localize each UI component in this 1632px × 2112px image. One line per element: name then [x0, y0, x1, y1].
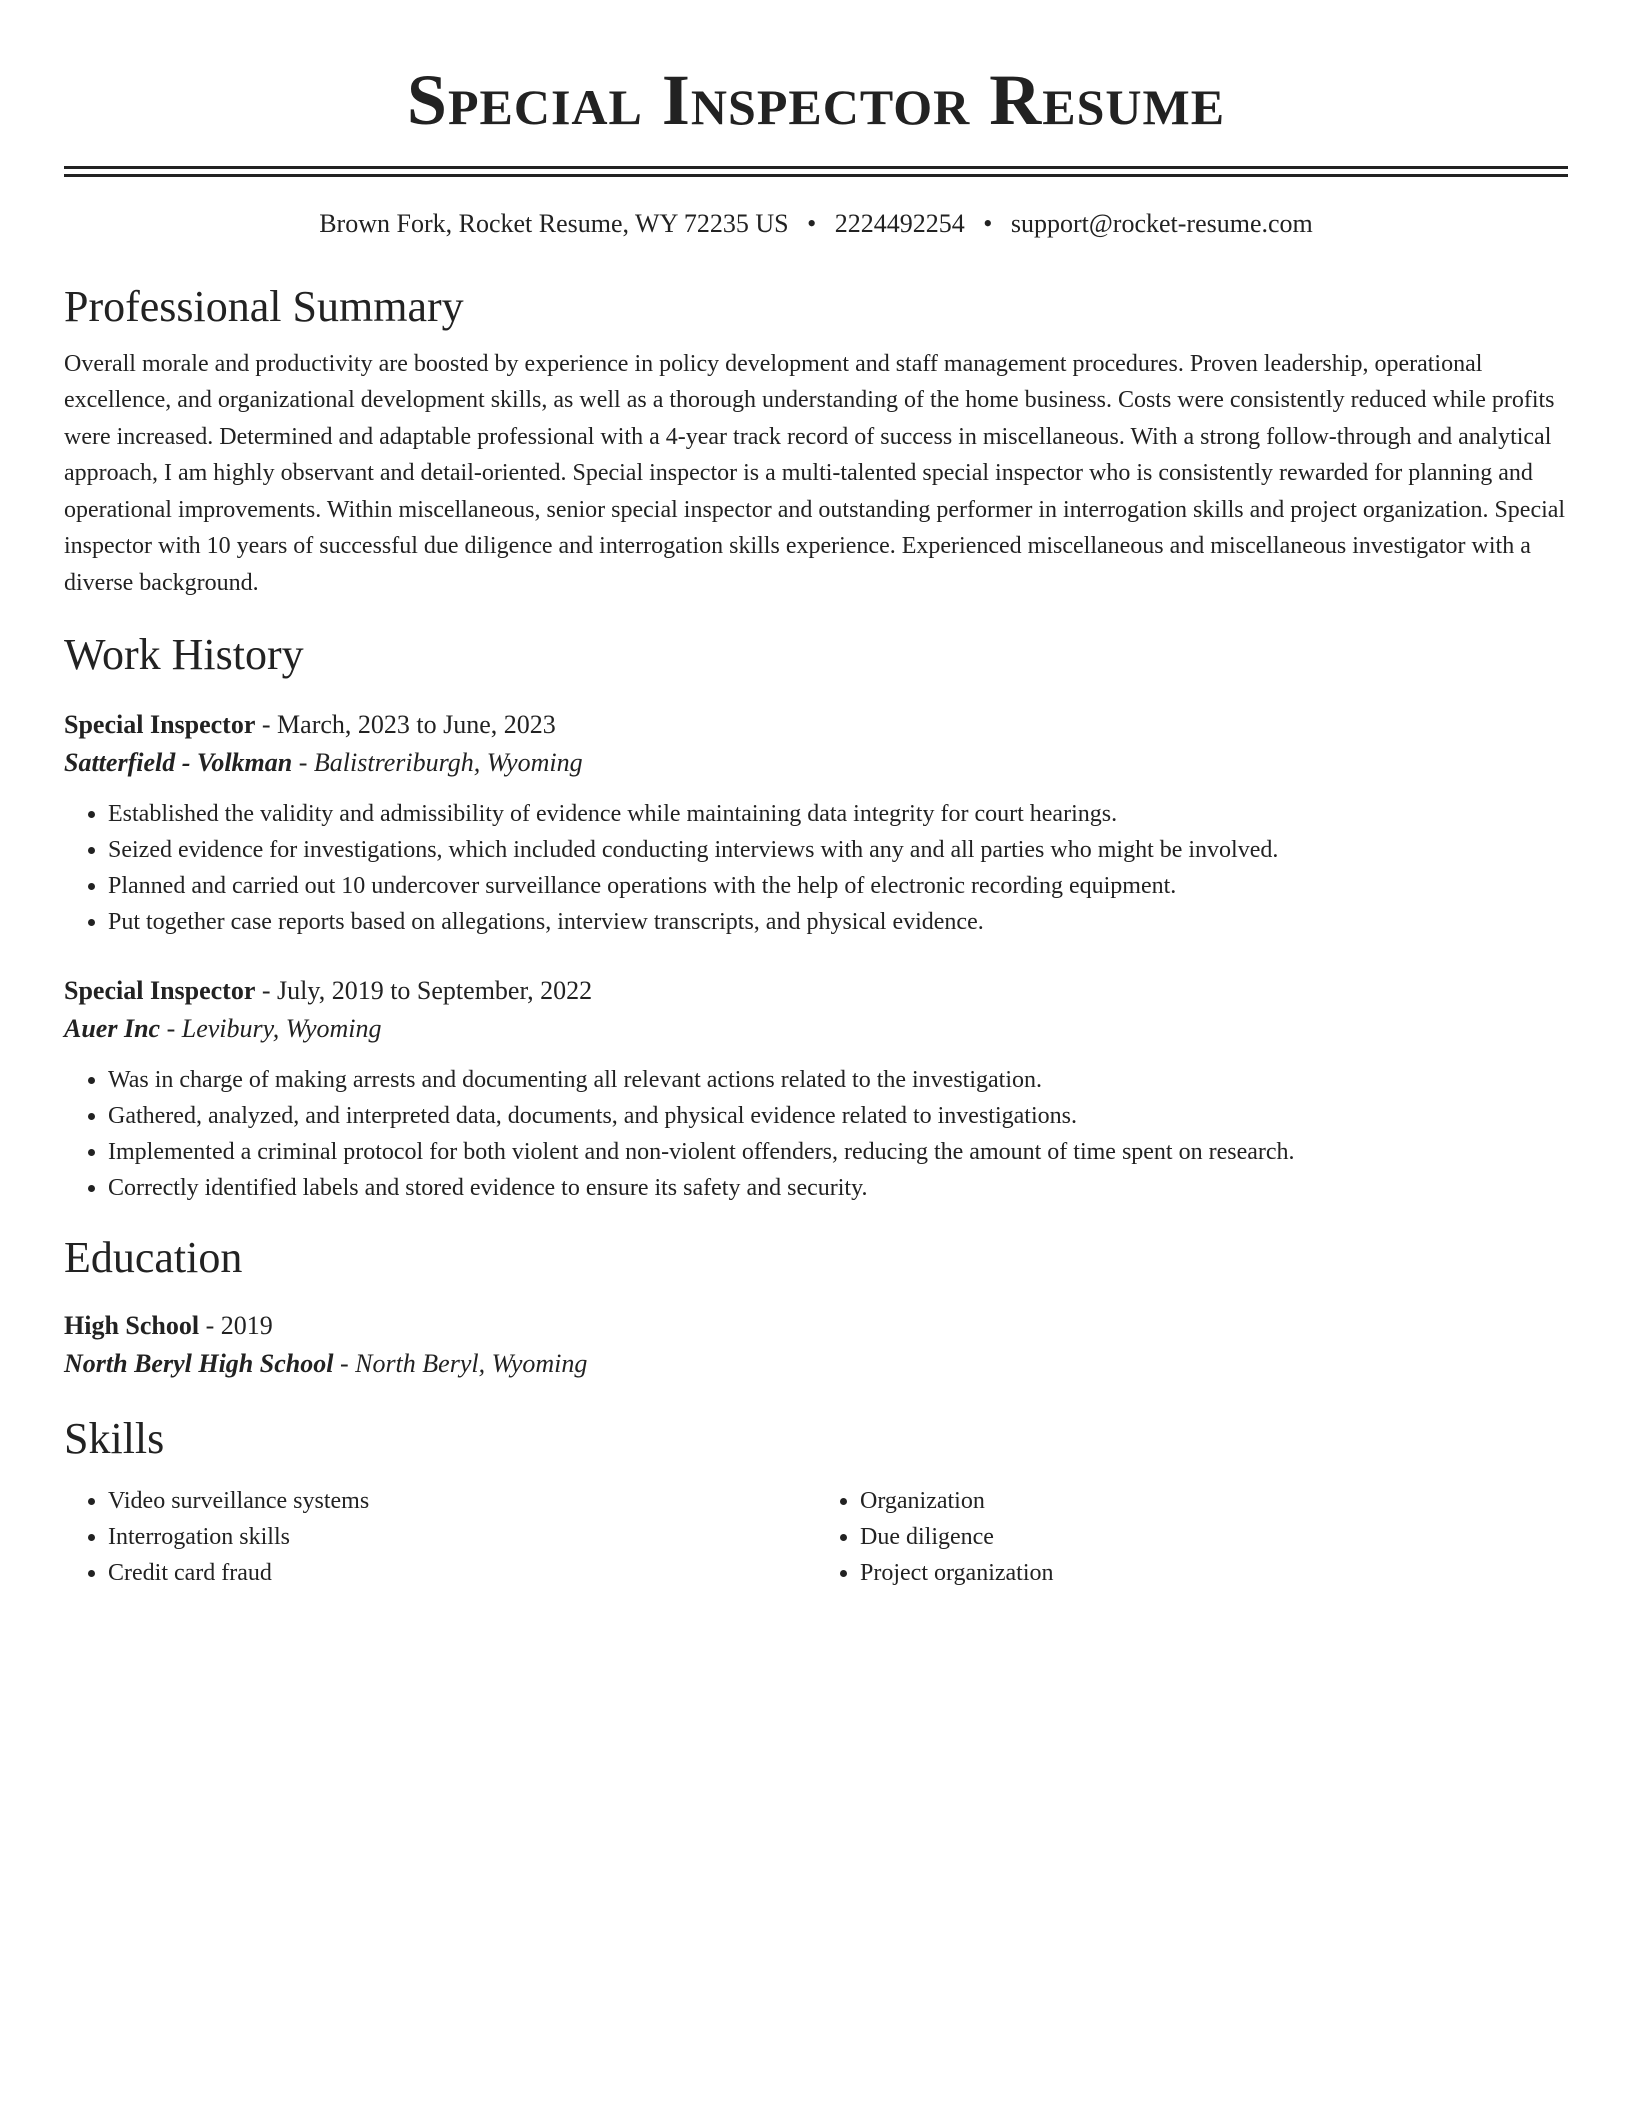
contact-address: Brown Fork, Rocket Resume, WY 72235 US: [319, 209, 789, 238]
list-item: • Put together case reports based on allegations, interview transcripts, and physical evidence.: [108, 904, 1568, 940]
list-item: • Was in charge of making arrests and documenting all relevant actions related to the investigation.: [108, 1062, 1568, 1098]
list-item: • Interrogation skills: [108, 1519, 816, 1555]
education-location: - North Beryl, Wyoming: [333, 1348, 588, 1378]
skills-column-left: [64, 1483, 816, 1591]
contact-separator: •: [807, 209, 817, 238]
skills-column-right: [816, 1483, 1568, 1591]
job-bullets: [64, 796, 1568, 940]
job-title-line: [64, 972, 1568, 1010]
job-entry: [64, 972, 1568, 1206]
resume-title: Special Inspector Resume: [406, 60, 1226, 140]
list-item: • Credit card fraud: [108, 1555, 816, 1591]
list-item: • Established the validity and admissibility of evidence while maintaining data integrity for court hearings.: [108, 796, 1568, 832]
contact-separator: •: [983, 209, 993, 238]
skills-grid: [64, 1483, 1568, 1591]
list-item: • Due diligence: [860, 1519, 1568, 1555]
job-company: Satterfield - Volkman: [64, 747, 293, 777]
education-entry: [64, 1307, 1568, 1383]
skills-heading: Skills: [64, 1413, 165, 1463]
contact-line: [64, 207, 1568, 241]
list-item: • Planned and carried out 10 undercover surveillance operations with the help of electronic recording equipment.: [108, 868, 1568, 904]
job-role: Special Inspector: [64, 709, 256, 739]
job-location: - Levibury, Wyoming: [160, 1013, 382, 1043]
contact-phone: 2224492254: [834, 209, 965, 238]
job-title-line: [64, 706, 1568, 744]
summary-text: Overall morale and productivity are boosted by experience in policy development and staff management procedures. Proven leadership, operational excellence, and organizational development skills, as well as a thorough understanding of the home business. Costs were consistently reduced while profits were increased. Determined and adaptable professional with a 4-year track record of success in miscellaneous. With a strong follow-through and analytical approach, I am highly observant and detail-oriented. Special inspector is a multi-talented special inspector who is consistently rewarded for planning and operational improvements. Within miscellaneous, senior special inspector and outstanding performer in interrogation skills and project organization. Special inspector with 10 years of successful due diligence and interrogation skills experience. Experienced miscellaneous and miscellaneous investigator with a diverse background.: [64, 350, 1566, 596]
list-item: • Gathered, analyzed, and interpreted data, documents, and physical evidence related to investigations.: [108, 1098, 1568, 1134]
job-location: - Balistreriburgh, Wyoming: [292, 747, 583, 777]
list-item: • Video surveillance systems: [108, 1483, 816, 1519]
summary-heading: Professional Summary: [64, 281, 464, 331]
job-role: Special Inspector: [64, 975, 256, 1005]
job-company: Auer Inc: [64, 1013, 161, 1043]
list-item: • Implemented a criminal protocol for both violent and non-violent offenders, reducing the amount of time spent on research.: [108, 1134, 1568, 1170]
list-item: • Seized evidence for investigations, which included conducting interviews with any and all parties who might be involved.: [108, 832, 1568, 868]
title-double-rule: [64, 166, 1568, 169]
contact-email: support@rocket-resume.com: [1010, 209, 1313, 238]
job-entry: [64, 706, 1568, 940]
education-degree: High School: [64, 1310, 200, 1340]
job-dates: - March, 2023 to June, 2023: [255, 709, 556, 739]
list-item: • Project organization: [860, 1555, 1568, 1591]
list-item: • Organization: [860, 1483, 1568, 1519]
education-year: - 2019: [199, 1310, 273, 1340]
work-history-heading: Work History: [64, 630, 304, 680]
job-bullets: [64, 1062, 1568, 1206]
job-company-line: [64, 744, 1568, 782]
education-degree-line: [64, 1307, 1568, 1345]
job-dates: - July, 2019 to September, 2022: [255, 975, 593, 1005]
education-school: North Beryl High School: [64, 1348, 334, 1378]
education-school-line: [64, 1345, 1568, 1383]
job-company-line: [64, 1010, 1568, 1048]
education-heading: Education: [64, 1232, 243, 1282]
list-item: • Correctly identified labels and stored evidence to ensure its safety and security.: [108, 1170, 1568, 1206]
